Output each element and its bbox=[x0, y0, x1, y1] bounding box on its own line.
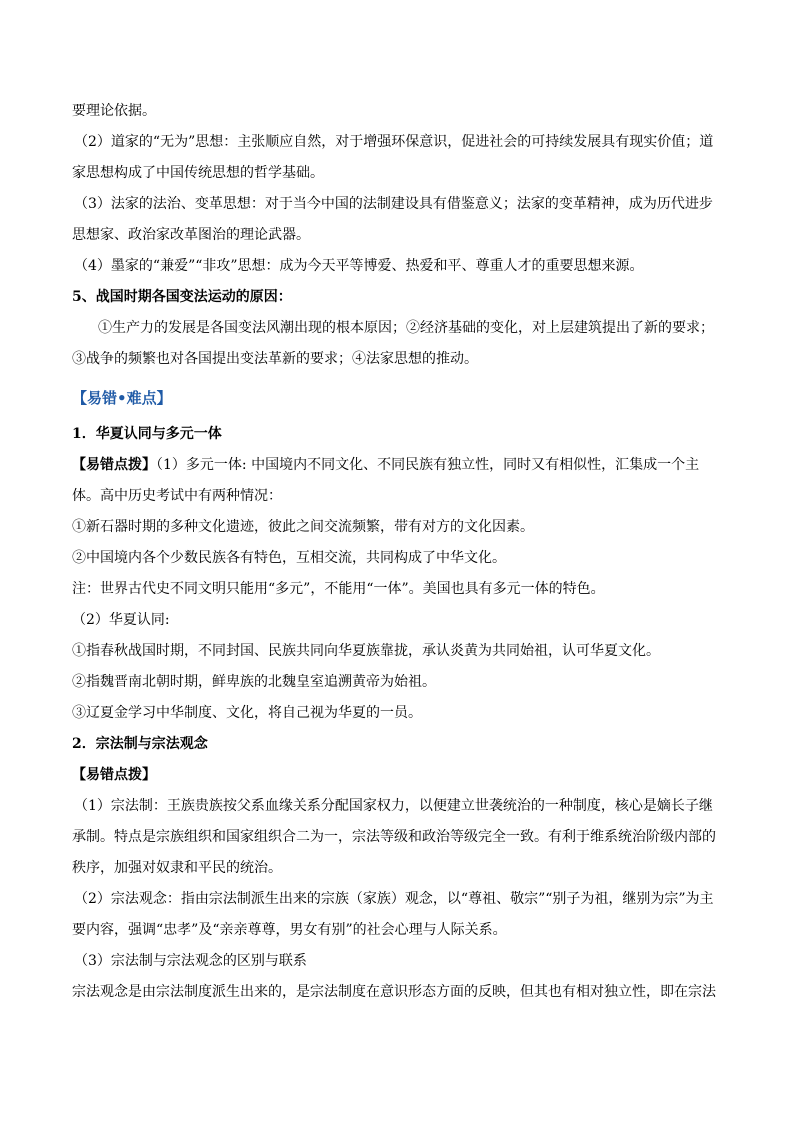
text-line: 宗法观念是由宗法制度派生出来的，是宗法制度在意识形态方面的反映，但其也有相对独立性，即在宗法 bbox=[72, 984, 716, 1000]
text-paragraph bbox=[72, 450, 722, 512]
text-line: （2）华夏认同: bbox=[72, 612, 170, 628]
text-line: 要理论依据。 bbox=[72, 103, 156, 119]
item-heading: 2．宗法制与宗法观念 bbox=[72, 736, 208, 752]
text-line: ③辽夏金学习中华制度、文化，将自己视为华夏的一员。 bbox=[72, 705, 422, 721]
item-heading: 1．华夏认同与多元一体 bbox=[72, 426, 222, 442]
text-paragraph: （1）宗法制：王族贵族按父系血缘关系分配国家权力，以便建立世袭统治的一种制度，核心是嫡长子继承制。特点是宗族组织和国家组织合二为一，宗法等级和政治等级完全一致。有利于维系统治阶级内部的秩序，加强对奴隶和平民的统治。 bbox=[72, 798, 716, 876]
text-line: ②中国境内各个少数民族各有特色，互相交流，共同构成了中华文化。 bbox=[72, 550, 506, 566]
text-paragraph: （4）墨家的“兼爱”“非攻”思想：成为今天平等博爱、热爱和平、尊重人才的重要思想来源。 bbox=[74, 258, 644, 274]
section-title: 【易错•难点】 bbox=[72, 389, 172, 407]
paragraph-text: （1）多元一体: 中国境内不同文化、不同民族有独立性，同时又有相似性，汇集成一个主体。高中历史考试中有两种情况： bbox=[72, 457, 700, 504]
section-heading: 5、战国时期各国变法运动的原因： bbox=[72, 289, 292, 305]
tag-label: 【易错点拨】 bbox=[72, 767, 156, 783]
text-line: （3）宗法制与宗法观念的区别与联系 bbox=[74, 953, 307, 969]
tag-label: 【易错点拨】 bbox=[72, 457, 156, 473]
text-line: ①新石器时期的多种文化遗迹，彼此之间交流频繁，带有对方的文化因素。 bbox=[72, 519, 534, 535]
text-line: ②指魏晋南北朝时期，鲜卑族的北魏皇室追溯黄帝为始祖。 bbox=[72, 674, 436, 690]
document-page bbox=[72, 96, 722, 1008]
note-line: 注：世界古代史不同文明只能用“多元”，不能用“一体”。美国也具有多元一体的特色。 bbox=[72, 581, 605, 597]
text-paragraph: （2）道家的“无为”思想：主张顺应自然，对于增强环保意识，促进社会的可持续发展具有现实价值；道家思想构成了中国传统思想的哲学基础。 bbox=[72, 134, 714, 181]
text-paragraph: （2）宗法观念：指由宗法制派生出来的宗族（家族）观念，以“尊祖、敬宗”“别子为祖，继别为宗”为主要内容，强调“忠孝”及“亲亲尊尊，男女有别”的社会心理与人际关系。 bbox=[72, 891, 714, 938]
text-paragraph: （3）法家的法治、变革思想：对于当今中国的法制建设具有借鉴意义；法家的变革精神，成为历代进步思想家、政治家改革图治的理论武器。 bbox=[72, 196, 713, 243]
text-paragraph: ①生产力的发展是各国变法风潮出现的根本原因；②经济基础的变化，对上层建筑提出了新的要求；③战争的频繁也对各国提出变法革新的要求；④法家思想的推动。 bbox=[72, 320, 714, 367]
text-line: ①指春秋战国时期，不同封国、民族共同向华夏族靠拢，承认炎黄为共同始祖，认可华夏文化。 bbox=[72, 643, 660, 659]
